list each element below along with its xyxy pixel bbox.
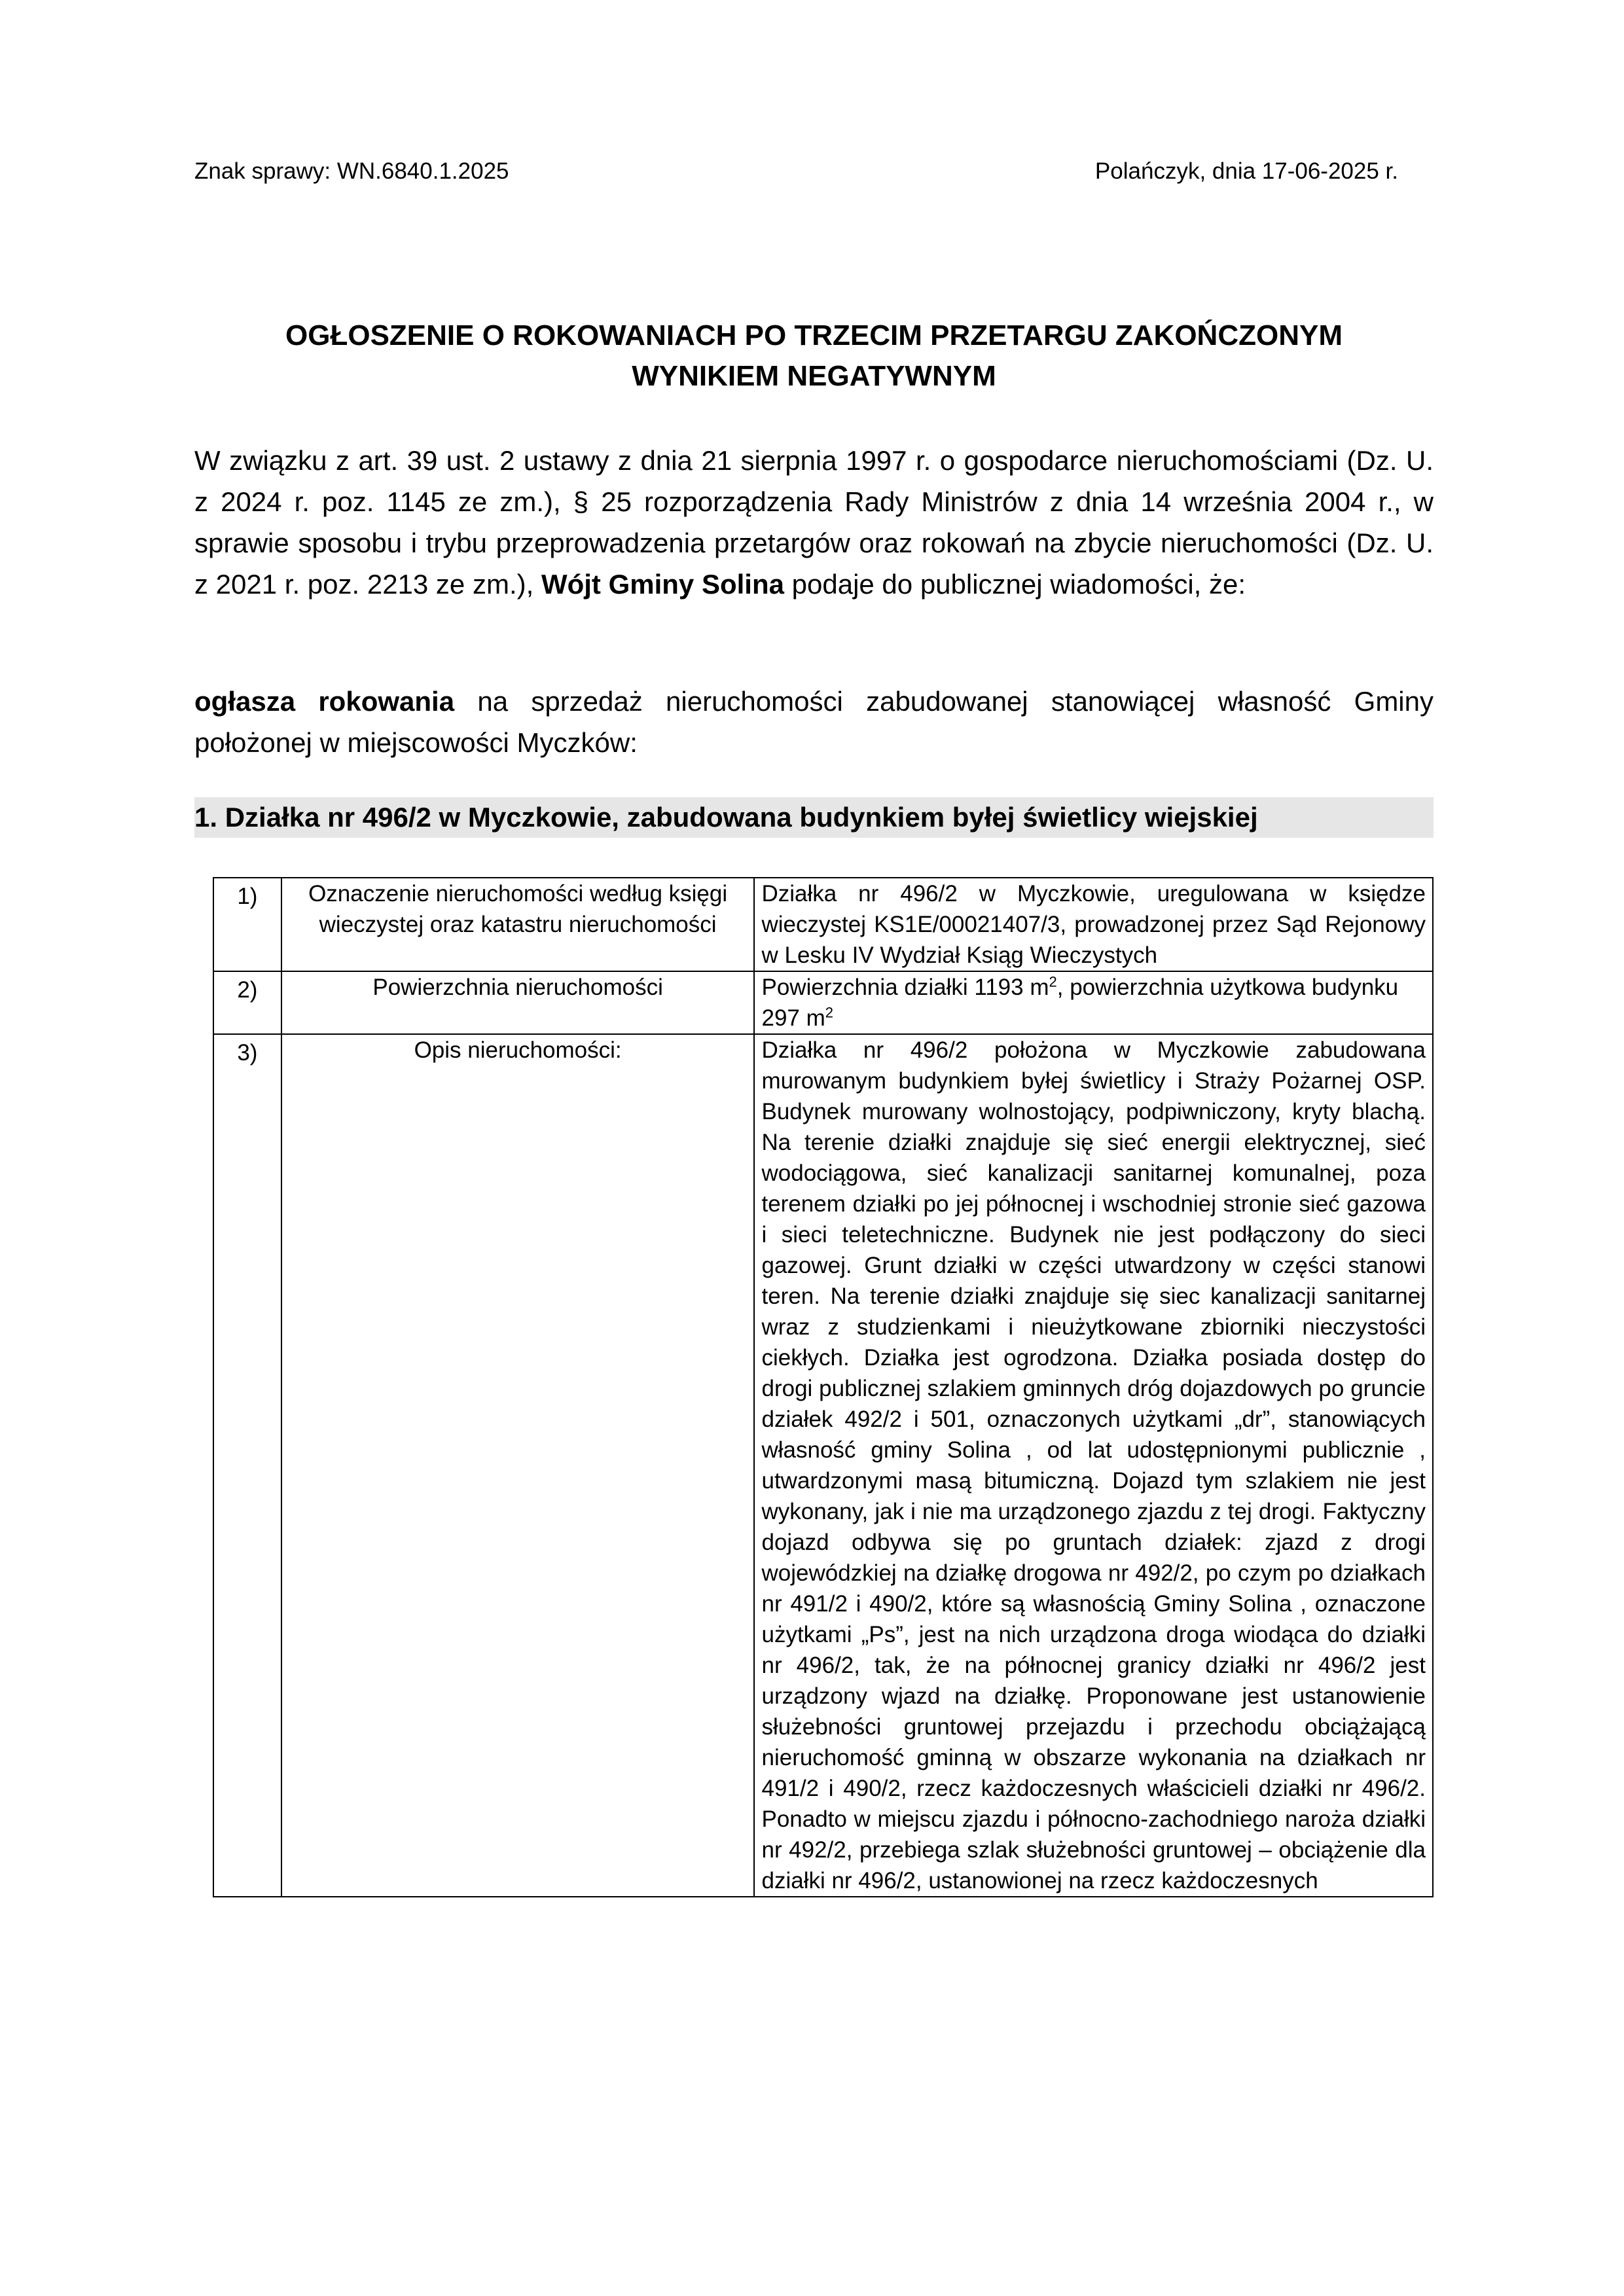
row-value: Działka nr 496/2 w Myczkowie, uregulowana w księdze wieczystej KS1E/00021407/3, prowadzonej przez Sąd Rejonowy w Lesku IV Wydział Ksiąg Wieczystych	[754, 878, 1433, 971]
announcement-text: na sprzedaż nieruchomości zabudowanej stanowiącej własność Gminy położonej w miejscowości Myczków:	[194, 686, 1434, 758]
table-row	[213, 878, 1433, 971]
intro-authority: Wójt Gminy Solina	[541, 569, 784, 600]
row-number: 3)	[213, 1034, 281, 1897]
table-row	[213, 1034, 1433, 1897]
property-table	[213, 877, 1434, 1897]
row-label: Powierzchnia nieruchomości	[281, 971, 755, 1034]
announcement-bold: ogłasza rokowania	[194, 686, 455, 717]
section-heading: 1. Działka nr 496/2 w Myczkowie, zabudowana budynkiem byłej świetlicy wiejskiej	[194, 797, 1434, 838]
place-date: Polańczyk, dnia 17-06-2025 r.	[1094, 158, 1398, 184]
row-value: Powierzchnia działki 1193 $m^2$, powierzchnia użytkowa budynku 297 $m^2$	[754, 971, 1433, 1034]
intro-paragraph	[194, 440, 1434, 605]
document-title	[194, 315, 1434, 397]
announcement-paragraph	[194, 681, 1434, 763]
row-label: Oznaczenie nieruchomości według księgi wieczystej oraz katastru nieruchomości	[281, 878, 755, 971]
document-title-line-2: WYNIKIEM NEGATYWNYM	[632, 360, 996, 392]
row-number: 1)	[213, 878, 281, 971]
row-label: Opis nieruchomości:	[281, 1034, 755, 1897]
document-title-line-1: OGŁOSZENIE O ROKOWANIACH PO TRZECIM PRZETARGU ZAKOŃCZONYM	[285, 319, 1343, 351]
intro-text: W związku z art. 39 ust. 2 ustawy z dnia 21 sierpnia 1997 r. o gospodarce nieruchomościami (Dz. U. z 2024 r. poz. 1145 ze zm.), § 25 rozporządzenia Rady Ministrów z dnia 14 września 2004 r., w sprawie sposobu i trybu przeprowadzenia przetargów oraz rokowań na zbycie nieruchomości (Dz. U. z 2021 r. poz. 2213 ze zm.),	[194, 445, 1434, 600]
row-value: Działka nr 496/2 położona w Myczkowie zabudowana murowanym budynkiem byłej świetlicy i Straży Pożarnej OSP. Budynek murowany wolnostojący, podpiwniczony, kryty blachą. Na terenie działki znajduje się sieć energii elektrycznej, sieć wodociągowa, sieć kanalizacji sanitarnej komunalnej, poza terenem działki po jej północnej i wschodniej stronie sieć gazowa i sieci teletechniczne. Budynek nie jest podłączony do sieci gazowej. Grunt działki w części utwardzony w części stanowi teren. Na terenie działki znajduje się siec kanalizacji sanitarnej wraz z studzienkami i nieużytkowane zbiorniki nieczystości ciekłych. Działka jest ogrodzona. Działka posiada dostęp do drogi publicznej szlakiem gminnych dróg dojazdowych po gruncie działek 492/2 i 501, oznaczonych użytkami „dr”, stanowiących własność gminy Solina , od lat udostępnionymi publicznie , utwardzonymi masą bitumiczną. Dojazd tym szlakiem nie jest wykonany, jak i nie ma urządzonego zjazdu z tej drogi. Faktyczny dojazd odbywa się po gruntach działek: zjazd z drogi wojewódzkiej na działkę drogowa nr 492/2, po czym po działkach nr 491/2 i 490/2, które są własnością Gminy Solina , oznaczone użytkami „Ps”, jest na nich urządzona droga wiodąca do działki nr 496/2, tak, że na północnej granicy działki nr 496/2 jest urządzony wjazd na działkę. Proponowane jest ustanowienie służebności gruntowej przejazdu i przechodu obciążającą nieruchomość gminną w obszarze wykonania na działkach nr 491/2 i 490/2, rzecz każdoczesnych właścicieli działki nr 496/2. Ponadto w miejscu zjazdu i północno-zachodniego naroża działki nr 492/2, przebiega szlak służebności gruntowej – obciążenie dla działki nr 496/2, ustanowionej na rzecz każdoczesnych	[754, 1034, 1433, 1897]
intro-text-end: podaje do publicznej wiadomości, że:	[784, 569, 1246, 600]
table-row	[213, 971, 1433, 1034]
case-number: Znak sprawy: WN.6840.1.2025	[194, 158, 509, 184]
row-number: 2)	[213, 971, 281, 1034]
